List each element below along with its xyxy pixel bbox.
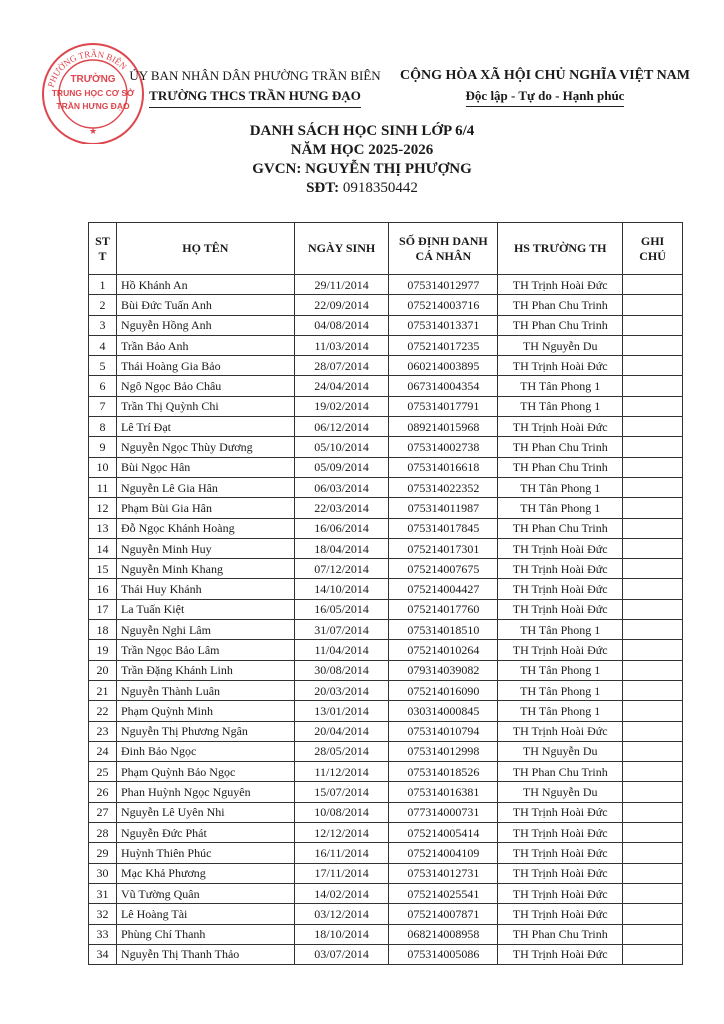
national-motto-header (388, 66, 702, 107)
cell-primary-school: TH Trịnh Hoài Đức (498, 863, 623, 883)
cell-personal-id: 068214008958 (389, 924, 498, 944)
cell-primary-school: TH Trịnh Hoài Đức (498, 904, 623, 924)
phone-value: 0918350442 (342, 180, 418, 196)
cell-note (623, 335, 683, 355)
svg-text:TRƯỜNG: TRƯỜNG (70, 74, 116, 85)
cell-student-name: Mạc Khả Phương (116, 863, 294, 883)
cell-stt: 33 (89, 924, 117, 944)
cell-primary-school: TH Phan Chu Trinh (498, 437, 623, 457)
cell-stt: 7 (89, 396, 117, 416)
cell-personal-id: 075314011987 (389, 498, 498, 518)
school-year: NĂM HỌC 2025-2026 (290, 142, 434, 158)
cell-note (623, 579, 683, 599)
header-school: HS TRƯỜNG TH (498, 223, 623, 275)
table-row (89, 275, 683, 295)
cell-date-of-birth: 05/10/2014 (294, 437, 389, 457)
cell-personal-id: 075314017791 (389, 396, 498, 416)
cell-personal-id: 075314016618 (389, 457, 498, 477)
cell-date-of-birth: 16/11/2014 (294, 843, 389, 863)
cell-personal-id: 067314004354 (389, 376, 498, 396)
cell-student-name: Bùi Ngọc Hân (116, 457, 294, 477)
cell-primary-school: TH Nguyễn Du (498, 741, 623, 761)
cell-personal-id: 075214005414 (389, 823, 498, 843)
header-note: GHI CHÚ (623, 223, 683, 275)
cell-note (623, 315, 683, 335)
table-row (89, 843, 683, 863)
table-row (89, 782, 683, 802)
cell-student-name: Bùi Đức Tuấn Anh (116, 295, 294, 315)
cell-date-of-birth: 28/05/2014 (294, 741, 389, 761)
table-row (89, 620, 683, 640)
cell-personal-id: 075214025541 (389, 883, 498, 903)
cell-note (623, 498, 683, 518)
cell-primary-school: TH Tân Phong 1 (498, 660, 623, 680)
cell-stt: 6 (89, 376, 117, 396)
cell-note (623, 559, 683, 579)
cell-date-of-birth: 31/07/2014 (294, 620, 389, 640)
cell-primary-school: TH Tân Phong 1 (498, 376, 623, 396)
cell-personal-id: 075314018526 (389, 762, 498, 782)
cell-date-of-birth: 04/08/2014 (294, 315, 389, 335)
cell-date-of-birth: 16/06/2014 (294, 518, 389, 538)
cell-primary-school: TH Tân Phong 1 (498, 477, 623, 497)
cell-date-of-birth: 12/12/2014 (294, 823, 389, 843)
cell-student-name: La Tuấn Kiệt (116, 599, 294, 619)
cell-date-of-birth: 17/11/2014 (294, 863, 389, 883)
cell-student-name: Phạm Quỳnh Bảo Ngọc (116, 762, 294, 782)
cell-student-name: Nguyễn Lê Uyên Nhi (116, 802, 294, 822)
table-header-row (89, 223, 683, 275)
cell-stt: 28 (89, 823, 117, 843)
table-row (89, 802, 683, 822)
cell-personal-id: 079314039082 (389, 660, 498, 680)
cell-stt: 25 (89, 762, 117, 782)
cell-note (623, 396, 683, 416)
cell-note (623, 477, 683, 497)
cell-stt: 12 (89, 498, 117, 518)
cell-personal-id: 075214017301 (389, 538, 498, 558)
cell-note (623, 721, 683, 741)
cell-primary-school: TH Phan Chu Trinh (498, 924, 623, 944)
cell-note (623, 944, 683, 964)
cell-date-of-birth: 05/09/2014 (294, 457, 389, 477)
cell-note (623, 802, 683, 822)
cell-primary-school: TH Trịnh Hoài Đức (498, 843, 623, 863)
cell-student-name: Vũ Tường Quân (116, 883, 294, 903)
student-roster-table (88, 222, 683, 965)
cell-note (623, 356, 683, 376)
national-motto: Độc lập - Tự do - Hạnh phúc (466, 86, 625, 107)
table-row (89, 741, 683, 761)
cell-stt: 17 (89, 599, 117, 619)
table-row (89, 924, 683, 944)
cell-primary-school: TH Trịnh Hoài Đức (498, 417, 623, 437)
cell-note (623, 883, 683, 903)
cell-date-of-birth: 06/12/2014 (294, 417, 389, 437)
cell-date-of-birth: 03/12/2014 (294, 904, 389, 924)
cell-primary-school: TH Trịnh Hoài Đức (498, 640, 623, 660)
table-row (89, 477, 683, 497)
cell-date-of-birth: 13/01/2014 (294, 701, 389, 721)
cell-date-of-birth: 22/09/2014 (294, 295, 389, 315)
table-row (89, 863, 683, 883)
cell-student-name: Trần Ngọc Bảo Lâm (116, 640, 294, 660)
cell-date-of-birth: 11/03/2014 (294, 335, 389, 355)
table-row (89, 579, 683, 599)
cell-date-of-birth: 07/12/2014 (294, 559, 389, 579)
cell-personal-id: 075314012977 (389, 275, 498, 295)
cell-student-name: Nguyễn Nghi Lâm (116, 620, 294, 640)
cell-student-name: Thái Hoàng Gia Bảo (116, 356, 294, 376)
cell-date-of-birth: 15/07/2014 (294, 782, 389, 802)
cell-note (623, 620, 683, 640)
table-row (89, 396, 683, 416)
cell-note (623, 457, 683, 477)
cell-stt: 11 (89, 477, 117, 497)
cell-date-of-birth: 06/03/2014 (294, 477, 389, 497)
cell-personal-id: 075314012731 (389, 863, 498, 883)
school-name: TRƯỜNG THCS TRẦN HƯNG ĐẠO (149, 86, 361, 108)
cell-note (623, 701, 683, 721)
cell-date-of-birth: 18/04/2014 (294, 538, 389, 558)
cell-primary-school: TH Trịnh Hoài Đức (498, 802, 623, 822)
cell-note (623, 741, 683, 761)
cell-note (623, 863, 683, 883)
cell-date-of-birth: 20/04/2014 (294, 721, 389, 741)
table-row (89, 762, 683, 782)
cell-primary-school: TH Nguyễn Du (498, 782, 623, 802)
cell-student-name: Hồ Khánh An (116, 275, 294, 295)
cell-student-name: Nguyễn Thành Luân (116, 680, 294, 700)
cell-primary-school: TH Trịnh Hoài Đức (498, 823, 623, 843)
country-name: CỘNG HÒA XÃ HỘI CHỦ NGHĨA VIỆT NAM (399, 68, 690, 83)
cell-date-of-birth: 24/04/2014 (294, 376, 389, 396)
cell-stt: 13 (89, 518, 117, 538)
cell-student-name: Nguyễn Lê Gia Hân (116, 477, 294, 497)
cell-note (623, 660, 683, 680)
cell-note (623, 376, 683, 396)
cell-primary-school: TH Phan Chu Trinh (498, 762, 623, 782)
cell-personal-id: 075214007871 (389, 904, 498, 924)
cell-primary-school: TH Phan Chu Trinh (498, 315, 623, 335)
cell-note (623, 599, 683, 619)
table-row (89, 518, 683, 538)
cell-stt: 23 (89, 721, 117, 741)
homeroom-teacher: GVCN: NGUYỄN THỊ PHƯỢNG (252, 161, 472, 177)
cell-stt: 8 (89, 417, 117, 437)
cell-primary-school: TH Nguyễn Du (498, 335, 623, 355)
cell-primary-school: TH Phan Chu Trinh (498, 295, 623, 315)
cell-stt: 30 (89, 863, 117, 883)
header-dob: NGÀY SINH (294, 223, 389, 275)
table-row (89, 295, 683, 315)
svg-text:TRẦN HƯNG ĐẠO: TRẦN HƯNG ĐẠO (56, 101, 130, 111)
teacher-phone (0, 179, 724, 198)
svg-text:TRUNG HỌC CƠ SỞ: TRUNG HỌC CƠ SỞ (51, 88, 135, 98)
cell-note (623, 518, 683, 538)
table-row (89, 437, 683, 457)
cell-note (623, 417, 683, 437)
cell-stt: 5 (89, 356, 117, 376)
issuing-authority-header (110, 66, 400, 108)
table-row (89, 498, 683, 518)
document-title: DANH SÁCH HỌC SINH LỚP 6/4 (249, 123, 475, 139)
cell-note (623, 538, 683, 558)
cell-stt: 18 (89, 620, 117, 640)
cell-personal-id: 075314012998 (389, 741, 498, 761)
cell-note (623, 640, 683, 660)
authority-name: ỦY BAN NHÂN DÂN PHƯỜNG TRẦN BIÊN (129, 68, 381, 83)
cell-student-name: Nguyễn Đức Phát (116, 823, 294, 843)
table-row (89, 701, 683, 721)
header-stt: ST T (89, 223, 117, 275)
svg-text:PHƯỜNG TRẦN BIÊN: PHƯỜNG TRẦN BIÊN (45, 48, 129, 89)
cell-student-name: Phạm Bùi Gia Hân (116, 498, 294, 518)
cell-personal-id: 089214015968 (389, 417, 498, 437)
table-row (89, 883, 683, 903)
cell-stt: 9 (89, 437, 117, 457)
cell-primary-school: TH Trịnh Hoài Đức (498, 599, 623, 619)
cell-note (623, 295, 683, 315)
cell-primary-school: TH Trịnh Hoài Đức (498, 944, 623, 964)
cell-note (623, 680, 683, 700)
cell-personal-id: 075314013371 (389, 315, 498, 335)
cell-personal-id: 075314010794 (389, 721, 498, 741)
cell-date-of-birth: 03/07/2014 (294, 944, 389, 964)
cell-date-of-birth: 14/10/2014 (294, 579, 389, 599)
cell-date-of-birth: 28/07/2014 (294, 356, 389, 376)
cell-personal-id: 075314005086 (389, 944, 498, 964)
cell-student-name: Trần Đặng Khánh Linh (116, 660, 294, 680)
cell-primary-school: TH Tân Phong 1 (498, 396, 623, 416)
cell-note (623, 762, 683, 782)
cell-student-name: Đinh Bảo Ngọc (116, 741, 294, 761)
cell-date-of-birth: 19/02/2014 (294, 396, 389, 416)
cell-personal-id: 060214003895 (389, 356, 498, 376)
cell-primary-school: TH Trịnh Hoài Đức (498, 275, 623, 295)
table-row (89, 680, 683, 700)
cell-student-name: Nguyễn Minh Huy (116, 538, 294, 558)
cell-student-name: Thái Huy Khánh (116, 579, 294, 599)
cell-note (623, 782, 683, 802)
cell-note (623, 843, 683, 863)
cell-primary-school: TH Trịnh Hoài Đức (498, 579, 623, 599)
cell-student-name: Trần Thị Quỳnh Chi (116, 396, 294, 416)
cell-personal-id: 075214017760 (389, 599, 498, 619)
cell-primary-school: TH Trịnh Hoài Đức (498, 559, 623, 579)
cell-stt: 2 (89, 295, 117, 315)
cell-date-of-birth: 16/05/2014 (294, 599, 389, 619)
header-name: HỌ TÊN (116, 223, 294, 275)
cell-date-of-birth: 20/03/2014 (294, 680, 389, 700)
roster-body (89, 275, 683, 965)
table-row (89, 315, 683, 335)
cell-stt: 26 (89, 782, 117, 802)
table-row (89, 376, 683, 396)
cell-stt: 15 (89, 559, 117, 579)
cell-primary-school: TH Phan Chu Trinh (498, 457, 623, 477)
cell-student-name: Phạm Quỳnh Minh (116, 701, 294, 721)
cell-student-name: Lê Hoàng Tài (116, 904, 294, 924)
document-title-block (0, 122, 724, 198)
table-row (89, 640, 683, 660)
cell-primary-school: TH Tân Phong 1 (498, 498, 623, 518)
cell-stt: 3 (89, 315, 117, 335)
cell-stt: 29 (89, 843, 117, 863)
cell-primary-school: TH Tân Phong 1 (498, 701, 623, 721)
cell-date-of-birth: 22/03/2014 (294, 498, 389, 518)
cell-personal-id: 075314022352 (389, 477, 498, 497)
cell-personal-id: 075214007675 (389, 559, 498, 579)
cell-note (623, 275, 683, 295)
cell-date-of-birth: 30/08/2014 (294, 660, 389, 680)
cell-student-name: Nguyễn Thị Phương Ngân (116, 721, 294, 741)
phone-label: SĐT: (306, 180, 340, 196)
table-row (89, 944, 683, 964)
cell-personal-id: 075214016090 (389, 680, 498, 700)
header-id: SỐ ĐỊNH DANH CÁ NHÂN (389, 223, 498, 275)
cell-primary-school: TH Trịnh Hoài Đức (498, 883, 623, 903)
cell-student-name: Nguyễn Minh Khang (116, 559, 294, 579)
cell-student-name: Nguyễn Hồng Anh (116, 315, 294, 335)
cell-personal-id: 075214003716 (389, 295, 498, 315)
cell-primary-school: TH Trịnh Hoài Đức (498, 538, 623, 558)
cell-personal-id: 077314000731 (389, 802, 498, 822)
cell-student-name: Nguyễn Thị Thanh Thảo (116, 944, 294, 964)
cell-stt: 32 (89, 904, 117, 924)
table-row (89, 823, 683, 843)
table-row (89, 559, 683, 579)
cell-stt: 14 (89, 538, 117, 558)
cell-note (623, 437, 683, 457)
cell-date-of-birth: 14/02/2014 (294, 883, 389, 903)
cell-student-name: Đỗ Ngọc Khánh Hoàng (116, 518, 294, 538)
cell-date-of-birth: 18/10/2014 (294, 924, 389, 944)
cell-personal-id: 075314018510 (389, 620, 498, 640)
table-row (89, 335, 683, 355)
cell-personal-id: 075314002738 (389, 437, 498, 457)
cell-personal-id: 075214010264 (389, 640, 498, 660)
cell-primary-school: TH Tân Phong 1 (498, 620, 623, 640)
cell-date-of-birth: 10/08/2014 (294, 802, 389, 822)
cell-personal-id: 030314000845 (389, 701, 498, 721)
cell-date-of-birth: 29/11/2014 (294, 275, 389, 295)
cell-date-of-birth: 11/04/2014 (294, 640, 389, 660)
cell-personal-id: 075214004109 (389, 843, 498, 863)
cell-stt: 1 (89, 275, 117, 295)
table-row (89, 904, 683, 924)
cell-stt: 34 (89, 944, 117, 964)
cell-student-name: Huỳnh Thiên Phúc (116, 843, 294, 863)
cell-stt: 24 (89, 741, 117, 761)
cell-personal-id: 075314017845 (389, 518, 498, 538)
cell-primary-school: TH Phan Chu Trinh (498, 518, 623, 538)
cell-primary-school: TH Tân Phong 1 (498, 680, 623, 700)
cell-note (623, 823, 683, 843)
cell-stt: 19 (89, 640, 117, 660)
cell-student-name: Trần Bảo Anh (116, 335, 294, 355)
cell-student-name: Phan Huỳnh Ngọc Nguyên (116, 782, 294, 802)
table-row (89, 356, 683, 376)
table-row (89, 457, 683, 477)
cell-personal-id: 075314016381 (389, 782, 498, 802)
table-row (89, 599, 683, 619)
cell-stt: 16 (89, 579, 117, 599)
cell-student-name: Lê Trí Đạt (116, 417, 294, 437)
cell-primary-school: TH Trịnh Hoài Đức (498, 721, 623, 741)
cell-personal-id: 075214017235 (389, 335, 498, 355)
cell-stt: 27 (89, 802, 117, 822)
cell-stt: 20 (89, 660, 117, 680)
cell-stt: 31 (89, 883, 117, 903)
cell-student-name: Ngô Ngọc Bảo Châu (116, 376, 294, 396)
cell-note (623, 924, 683, 944)
cell-stt: 10 (89, 457, 117, 477)
cell-stt: 21 (89, 680, 117, 700)
cell-stt: 4 (89, 335, 117, 355)
cell-student-name: Phùng Chí Thanh (116, 924, 294, 944)
svg-text:★: ★ (88, 126, 98, 136)
table-row (89, 417, 683, 437)
cell-personal-id: 075214004427 (389, 579, 498, 599)
cell-student-name: Nguyễn Ngọc Thùy Dương (116, 437, 294, 457)
table-row (89, 538, 683, 558)
cell-date-of-birth: 11/12/2014 (294, 762, 389, 782)
cell-note (623, 904, 683, 924)
cell-primary-school: TH Trịnh Hoài Đức (498, 356, 623, 376)
table-row (89, 660, 683, 680)
table-row (89, 721, 683, 741)
cell-stt: 22 (89, 701, 117, 721)
